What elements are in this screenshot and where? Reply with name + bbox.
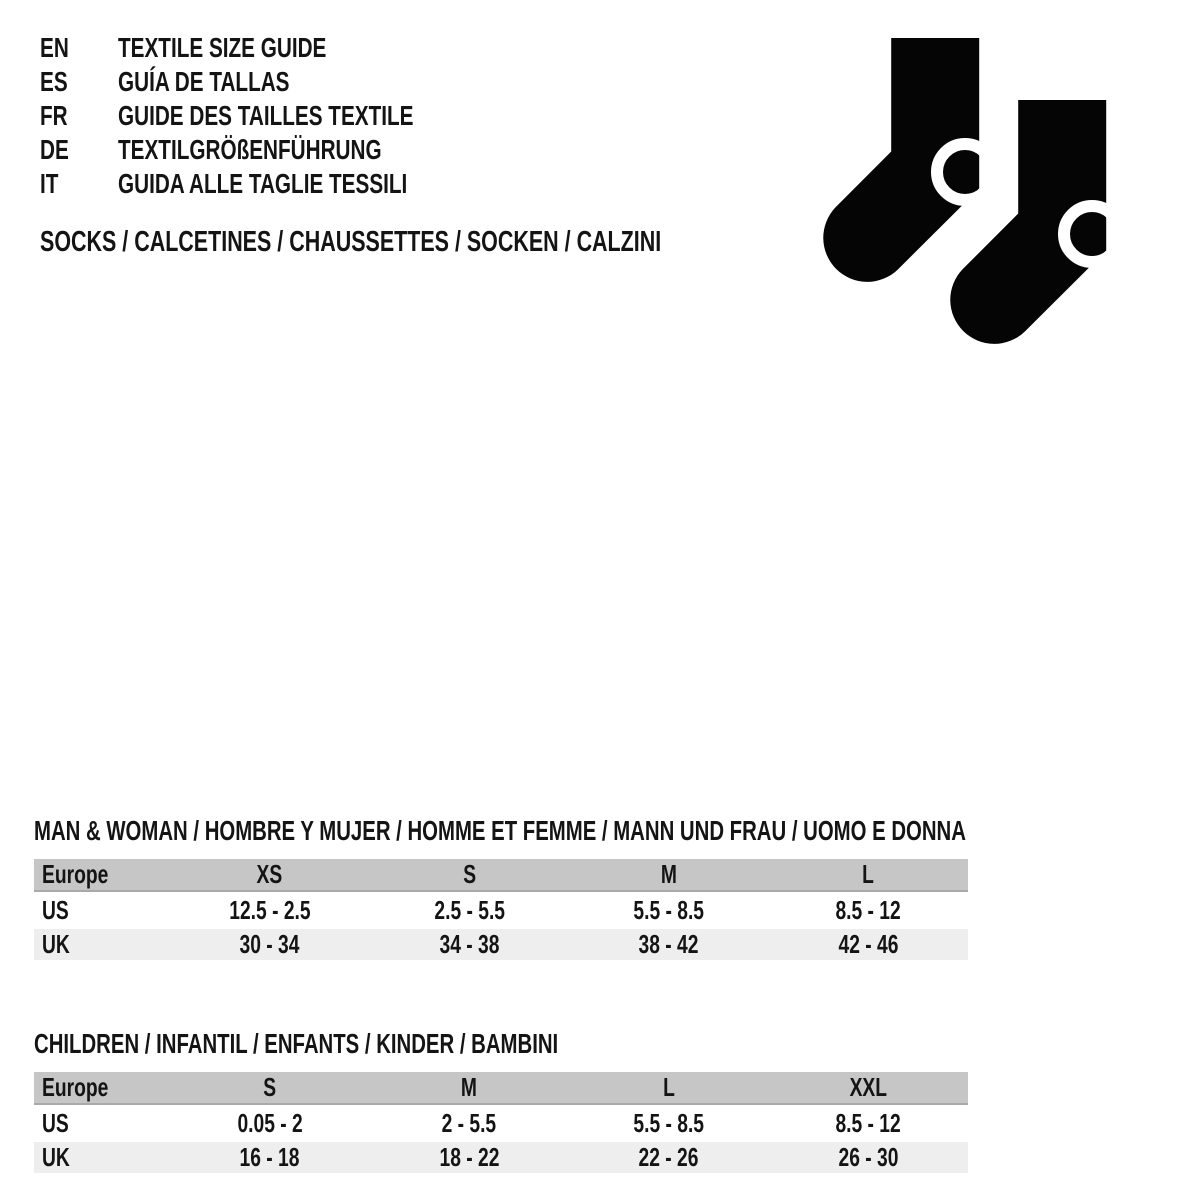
column-header: L	[569, 1072, 769, 1105]
size-value-cell: 42 - 46	[769, 929, 969, 960]
table-row	[34, 929, 968, 960]
size-value-cell: 18 - 22	[370, 1142, 570, 1173]
column-header: S	[170, 1072, 370, 1105]
language-row	[40, 31, 517, 65]
column-header: M	[370, 1072, 570, 1105]
size-value-cell: 34 - 38	[370, 929, 570, 960]
size-value-cell: 16 - 18	[170, 1142, 370, 1173]
size-table-adult	[34, 856, 968, 963]
region-cell: US	[34, 1108, 170, 1139]
table-row	[34, 1142, 968, 1173]
table-title-text: MAN & WOMAN / HOMBRE Y MUJER / HOMME ET FEMME / MANN UND FRAU / UOMO E DONNA	[34, 815, 966, 846]
size-value-cell: 8.5 - 12	[769, 1108, 969, 1139]
size-value-cell: 2.5 - 5.5	[370, 895, 570, 926]
size-value-cell: 5.5 - 8.5	[569, 895, 769, 926]
column-header: XS	[170, 859, 370, 892]
language-title: GUIDE DES TAILLES TEXTILE	[118, 100, 414, 131]
socks-icon	[800, 30, 1130, 360]
table-row	[34, 895, 968, 926]
language-list	[40, 31, 517, 201]
language-row	[40, 65, 517, 99]
table-header-row	[34, 1072, 968, 1105]
language-title: TEXTILE SIZE GUIDE	[118, 32, 327, 63]
size-value-cell: 22 - 26	[569, 1142, 769, 1173]
size-value-cell: 0.05 - 2	[170, 1108, 370, 1139]
language-row	[40, 99, 517, 133]
column-header: S	[370, 859, 570, 892]
size-section-adult	[34, 815, 968, 963]
size-value-cell: 26 - 30	[769, 1142, 969, 1173]
table-row	[34, 1108, 968, 1139]
language-title: TEXTILGRÖßENFÜHRUNG	[118, 134, 382, 165]
language-code: EN	[40, 32, 69, 63]
region-cell: US	[34, 895, 170, 926]
region-cell: UK	[34, 929, 170, 960]
size-value-cell: 5.5 - 8.5	[569, 1108, 769, 1139]
language-code: ES	[40, 66, 68, 97]
table-header-row	[34, 859, 968, 892]
region-cell: UK	[34, 1142, 170, 1173]
column-header: L	[769, 859, 969, 892]
column-header: XXL	[769, 1072, 969, 1105]
language-code: IT	[40, 168, 59, 199]
language-title: GUÍA DE TALLAS	[118, 66, 290, 97]
language-title: GUIDA ALLE TAGLIE TESSILI	[118, 168, 408, 199]
column-header: Europe	[34, 859, 170, 892]
table-title	[34, 815, 968, 846]
language-code: FR	[40, 100, 68, 131]
table-title-text: CHILDREN / INFANTIL / ENFANTS / KINDER / BAMBINI	[34, 1028, 559, 1059]
size-section-children	[34, 1028, 968, 1176]
size-value-cell: 30 - 34	[170, 929, 370, 960]
size-value-cell: 2 - 5.5	[370, 1108, 570, 1139]
socks-icon-svg	[800, 30, 1130, 360]
size-value-cell: 12.5 - 2.5	[170, 895, 370, 926]
column-header: M	[569, 859, 769, 892]
category-text: SOCKS / CALCETINES / CHAUSSETTES / SOCKEN / CALZINI	[40, 226, 662, 258]
size-table-children	[34, 1069, 968, 1176]
language-row	[40, 133, 517, 167]
size-value-cell: 8.5 - 12	[769, 895, 969, 926]
language-code: DE	[40, 134, 69, 165]
language-row	[40, 167, 517, 201]
table-title	[34, 1028, 968, 1059]
size-value-cell: 38 - 42	[569, 929, 769, 960]
category-line	[40, 228, 879, 256]
column-header: Europe	[34, 1072, 170, 1105]
